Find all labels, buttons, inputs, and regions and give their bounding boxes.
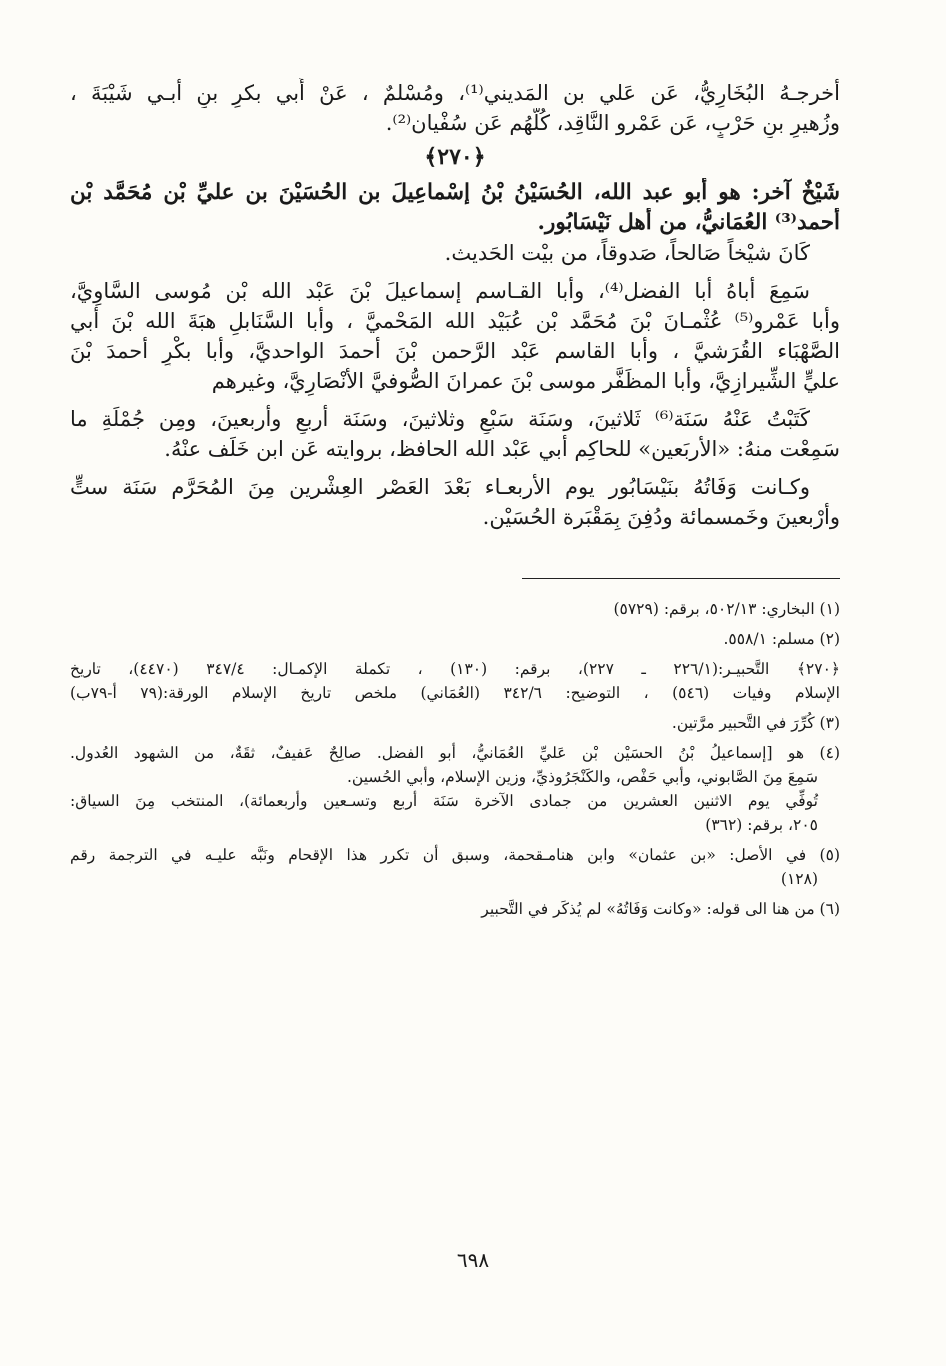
death-line: وأرْبعينَ وخَمسمائة ودُفِنَ بِمَقْبَرة الحُسَيْن. — [482, 505, 840, 529]
biography-heading — [70, 178, 840, 238]
footnote-line: (١) البخاري: ٥٠٢/١٣، برقم: (٥٧٢٩) — [613, 600, 840, 618]
page-number: ٦٩٨ — [456, 1248, 490, 1272]
heading-line: أحمد⁽³⁾ العُمَانيُّ، من أهل نَيْسَابُور. — [537, 210, 840, 235]
footnotes — [70, 597, 840, 921]
writing-line: كَتَبْتُ عَنْهُ سَنَة⁽⁶⁾ ثَلاثينَ، وسَنَة سَبْعٍ وثلاثينَ، وسَنَة أربعٍ وأربعينَ، ومِن جُمْلَةِ ما — [70, 407, 811, 431]
footnote-line: تُوفِّي يوم الاثنين العشرين من جمادى الآخرة سَنَة أربع وتسـعين وأربعمائة)، المنتخب مِنَ السياق: — [70, 792, 818, 810]
footnote-2 — [70, 627, 840, 651]
footnote-line: ٢٠٥، برقم: (٣٦٢) — [705, 816, 818, 834]
footnote-line: (١٢٨) — [780, 870, 818, 888]
footnote-line-wrap — [70, 657, 840, 681]
page-body — [70, 78, 840, 927]
footnote-3 — [70, 711, 840, 735]
footnote-line: (٣) كُرِّرَ في التَّحبير مرَّتين. — [671, 714, 840, 732]
footnote-6 — [70, 897, 840, 921]
intro-line: وزُهيرِ بنِ حَرْبٍ، عَن عَمْرو النَّاقِد، كُلُّهُم عَن سُفْيان⁽²⁾. — [385, 111, 840, 135]
teachers-paragraph — [70, 276, 840, 396]
footnote-line-wrap — [70, 843, 840, 867]
footnote-separator — [522, 578, 840, 579]
heading-line: شَيْخٌ آخر: هو أبو عبد الله، الحُسَيْنُ بْنُ إسْماعِيلَ بن الحُسَيْنَ بن عليِّ بْن مُحَمَّد بْن — [70, 180, 840, 205]
death-paragraph — [70, 472, 840, 532]
footnote-line: (٢) مسلم: ٥٥٨/١. — [723, 630, 840, 648]
death-line: وكـانت وَفَاتُهُ بنَيْسَابُور يوم الأربعـاء بَعْدَ العَصْر العِشْرين مِنَ المُحَرَّم سَنَة ستٍّ — [70, 475, 810, 499]
footnote-line-wrap — [70, 741, 840, 765]
intro-line: أخرجـهُ البُخَارِيُّ، عَن عَلي بن المَديني⁽¹⁾، ومُسْلمٌ ، عَنْ أَبي بكرِ بنِ أبـي شَيْبَةَ ، — [70, 81, 840, 105]
footnote-line: الإسلام وفيات (٥٤٦) ، التوضيح: ٣٤٢/٦ (العُمَاني) ملخص تاريخ الإسلام الورقة:(٧٩ أ-٧٩ب) — [70, 684, 840, 702]
footnote-5 — [70, 843, 840, 891]
teachers-line: سَمِعَ أباهُ أبا الفضل⁽⁴⁾، وأبا القـاسم إسماعيلَ بْنَ عَبْد الله بْن مُوسى السَّاوِيَّ، — [70, 279, 810, 303]
teachers-line: عليٍّ الشِّيرازِيَّ، وأبا المظَفَّر موسى بْنَ عمرانَ الصُّوفيَّ الأنْصَارِيَّ، وغيرهم — [211, 369, 840, 393]
intro-paragraph — [70, 78, 840, 138]
footnote-line: (٥) في الأصل: «بن عثمان» وابن هنامـقحمة، وسبق أن تكرر هذا الإقحام ونَبَّه عليـه في الترجمة رقم — [70, 846, 840, 864]
footnote-entry-sources — [70, 657, 840, 705]
footnote-line: (٤) هو [إسماعيلُ بْنُ الحسَيْن بْن عَليِّ العُمَانيُّ، أبو الفضل. صالِحٌ عَفيفٌ، ثقَةٌ، من الشهود العُدول. — [70, 744, 840, 762]
description-paragraph — [70, 238, 840, 268]
footnote-1 — [70, 597, 840, 621]
description-line: كَانَ شيْخاً صَالحاً، صَدوقاً، من بيْت الحَديث. — [444, 241, 810, 265]
teachers-line: الصَّهْبَاء القُرَشيَّ ، وأبا القاسم عَبْد الرَّحمن بْنَ أحمدَ الواحديَّ، وأبا بكْرٍ أحمدَ بْنَ — [70, 339, 840, 363]
writing-line: سَمِعْت منهُ: «الأربَعين» للحاكِم أبي عَبْد الله الحافظ، بروايته عَن ابن خَلَف عنْهُ. — [164, 437, 840, 461]
footnote-line: (٦) من هنا الى قوله: «وكانت وَفَاتُهُ» لم يُذكَر في التَّحبير — [481, 900, 840, 918]
footnote-line-wrap — [70, 681, 840, 705]
teachers-line: وأبا عَمْرو⁽⁵⁾ عُثْمـانَ بْنَ مُحَمَّد بْن عُبَيْد الله المَحْميَّ ، وأبا السَّنَابلِ هبَةَ الله بْنَ أبي — [70, 309, 840, 333]
footnote-4 — [70, 741, 840, 837]
footnote-line-wrap — [70, 789, 840, 813]
entry-number: ﴿٢٧٠﴾ — [424, 144, 486, 170]
writing-paragraph — [70, 404, 840, 464]
footnote-line: سَمِعَ مِنَ الصَّابوني، وأبي حَفْص، والكَنْجَرُوذيِّ، وزين الإسلام، وأبي الحُسين. — [346, 768, 818, 786]
footnote-line: ﴿٢٧٠﴾ التَّحبيـر:(٢٢٦/١ ـ ٢٢٧)، برقم: (١٣٠) ، تكملة الإكمـال: ٣٤٧/٤ (٤٤٧٠)، تاريخ — [70, 660, 840, 678]
